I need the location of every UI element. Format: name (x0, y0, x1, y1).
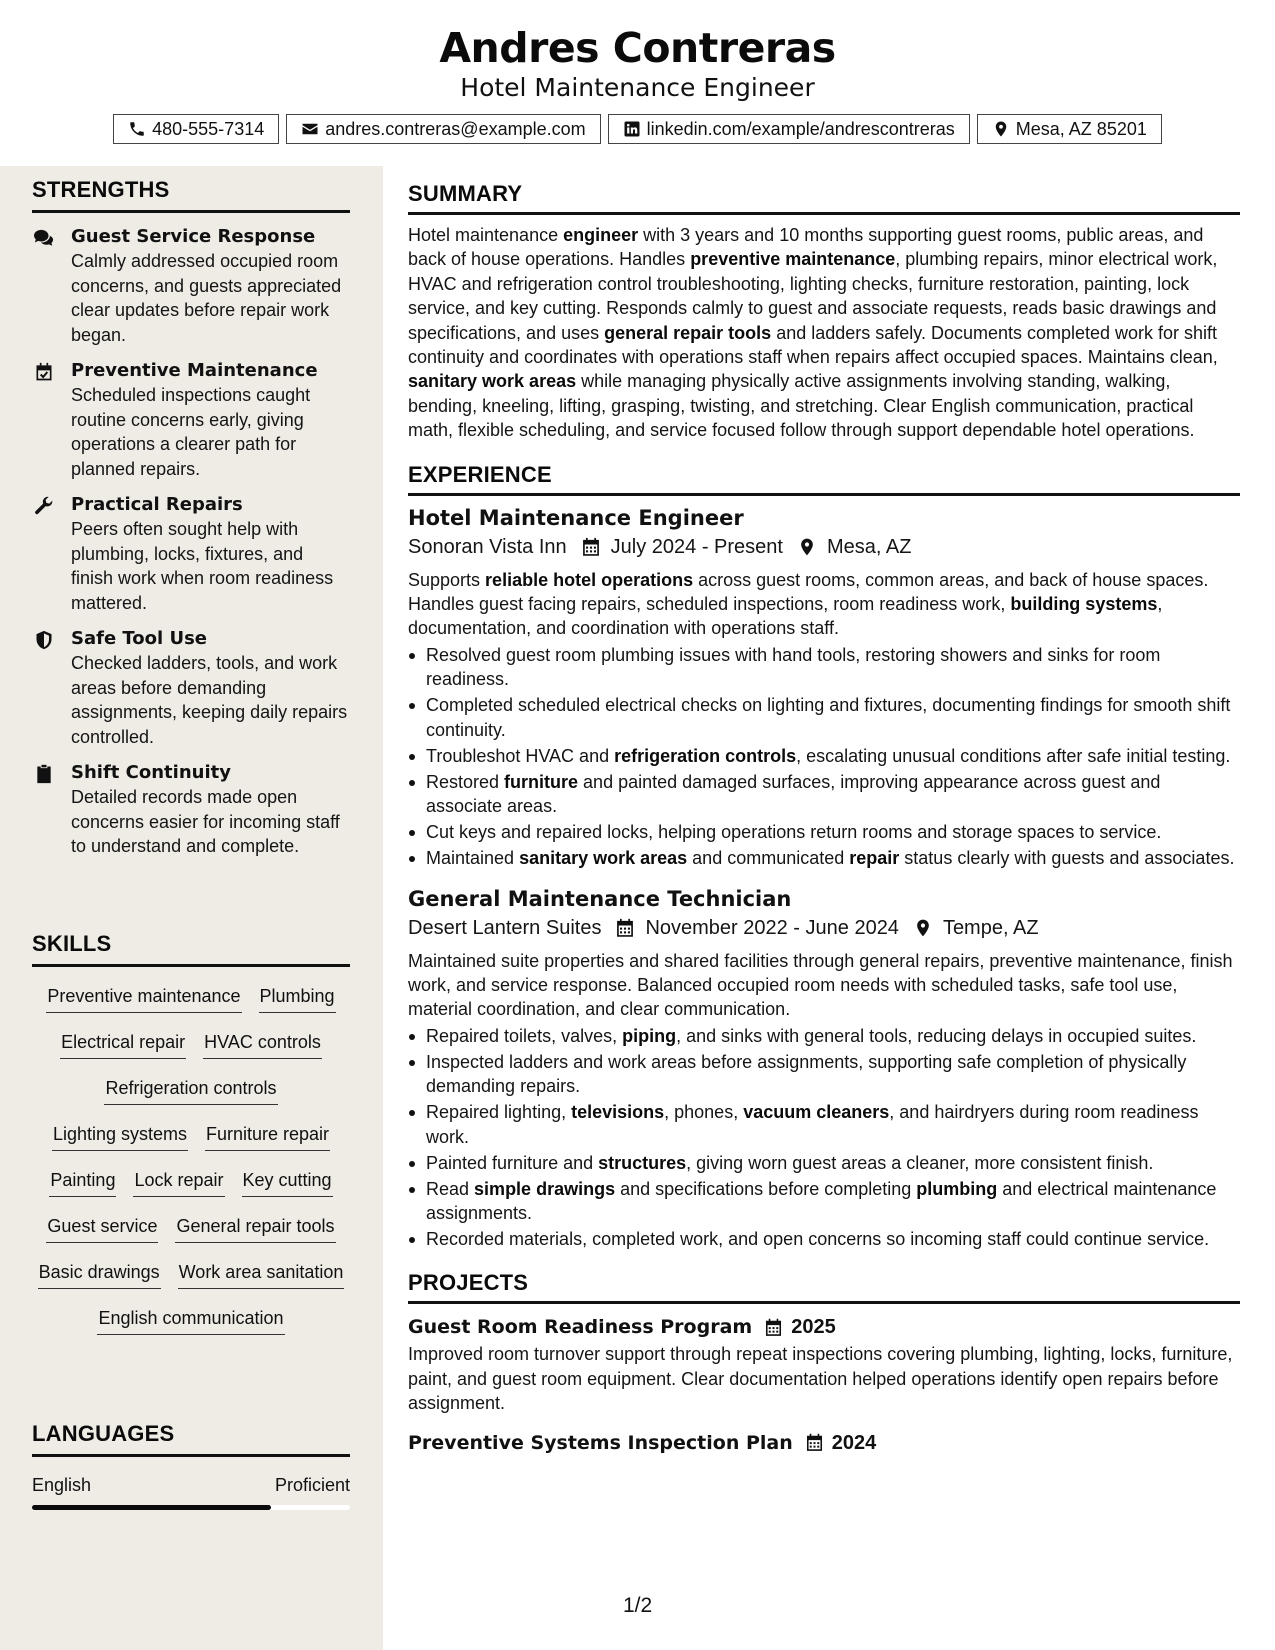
language-proficiency-bar (32, 1505, 350, 1510)
map-pin-icon (783, 537, 827, 557)
summary-section (408, 180, 1240, 443)
text-run: Maintained suite properties and shared facilities through general repairs, preventive maintenance, finish work, and service response. Balanced occupied room needs with scheduled tasks, safe tool use, material coordination, and clear communication. (408, 950, 1233, 1020)
projects-heading: PROJECTS (408, 1269, 1240, 1304)
text-run: status clearly with guests and associates. (899, 848, 1235, 869)
bullet-item (408, 643, 1240, 692)
text-run: Hotel maintenance (408, 225, 564, 245)
strength-description: Calmly addressed occupied room concerns, and guests appreciated clear updates before repair work began. (71, 251, 342, 345)
text-run: Recorded materials, completed work, and open concerns so incoming staff could continue service. (426, 1228, 1210, 1249)
summary-text (408, 223, 1240, 443)
strength-title: Guest Service Response (71, 226, 316, 247)
strengths-section (32, 176, 350, 859)
language-name: English (32, 1475, 92, 1495)
bold-phrase: piping (622, 1025, 677, 1046)
job-bullets (408, 1024, 1240, 1252)
job-summary (408, 568, 1240, 641)
strength-title: Practical Repairs (71, 494, 243, 515)
text-run: and painted damaged surfaces, improving appearance across guest and associate areas. (426, 771, 1161, 817)
bullet-item (408, 693, 1240, 742)
job-location: Tempe, AZ (942, 916, 1039, 939)
map-pin-icon (899, 918, 943, 938)
text-run: and electrical maintenance assignments. (426, 1178, 1217, 1223)
text-run: across guest rooms, common areas, and back of house spaces. Handles guest facing repairs, scheduled inspections, room readiness work, (408, 569, 1209, 615)
bold-phrase: vacuum cleaners (743, 1102, 890, 1123)
skill-tag: Work area sanitation (178, 1253, 345, 1289)
clipboard-icon (33, 764, 55, 784)
bullet-item (408, 1227, 1240, 1251)
text-run: Completed scheduled electrical checks on lighting and fixtures, documenting findings for smooth shift continuity. (426, 695, 1231, 740)
phone-icon (128, 120, 146, 138)
bullet-item (408, 820, 1240, 844)
text-run: Resolved guest room plumbing issues with hand tools, restoring showers and sinks for room readiness. (426, 644, 1161, 690)
languages-section (32, 1420, 350, 1510)
job-entry (408, 885, 1240, 1252)
text-run: , and hairdryers during room readiness work. (426, 1102, 1199, 1147)
skills-heading: SKILLS (32, 930, 350, 967)
skills-list (32, 977, 350, 1345)
contact-item[interactable] (977, 114, 1162, 144)
contact-text: linkedin.com/example/andrescontreras (646, 118, 955, 139)
strength-description: Peers often sought help with plumbing, locks, fixtures, and finish work when room readiness mattered. (71, 519, 334, 613)
calendar-icon (567, 537, 611, 557)
text-run: , giving worn guest areas a cleaner, more consistent finish. (686, 1152, 1154, 1173)
text-run: , plumbing repairs, minor electrical work, HVAC and refrigeration control troubleshooting, lighting checks, furniture restoration, painting, lock service, and key cutting. Responds calmly to guest and associate requests, reads basic drawings and specifications, and uses (408, 249, 1218, 343)
strength-title: Shift Continuity (71, 762, 231, 783)
comments-icon (33, 228, 55, 248)
job-summary (408, 949, 1240, 1022)
main-content (408, 180, 1240, 1458)
bold-phrase: reliable hotel operations (485, 569, 694, 590)
text-run: and specifications before completing (615, 1178, 917, 1199)
bullet-item (408, 1177, 1240, 1226)
bullet-item (408, 1024, 1240, 1048)
skill-tag: Plumbing (259, 977, 336, 1013)
job-location: Mesa, AZ (826, 535, 912, 558)
text-run: , documentation, and coordination with operations staff. (408, 594, 1163, 639)
bold-phrase: repair (849, 848, 900, 869)
skill-tag: HVAC controls (203, 1023, 322, 1059)
bullet-item (408, 770, 1240, 819)
skills-section (32, 930, 350, 1345)
contact-bar (0, 114, 1275, 144)
skill-tag: Furniture repair (205, 1115, 330, 1151)
strength-item (32, 493, 350, 615)
text-run: Maintained (426, 848, 520, 869)
text-run: Read (426, 1178, 475, 1199)
calendar-icon (601, 918, 645, 938)
contact-item[interactable] (608, 114, 970, 144)
contact-text: Mesa, AZ 85201 (1015, 118, 1147, 139)
skill-tag: Guest service (46, 1207, 158, 1243)
project-title-row (408, 1312, 1240, 1342)
job-company: Desert Lantern Suites (408, 916, 602, 939)
project-title: Guest Room Readiness Program (408, 1316, 753, 1339)
bold-phrase: refrigeration controls (614, 745, 797, 766)
language-proficiency-fill (32, 1505, 271, 1510)
job-title: General Maintenance Technician (408, 886, 792, 911)
bullet-item (408, 1100, 1240, 1149)
project-year: 2024 (831, 1431, 877, 1454)
calendar-icon (793, 1433, 832, 1452)
bold-phrase: sanitary work areas (519, 848, 688, 869)
contact-text: 480-555-7314 (152, 118, 265, 139)
text-run: Cut keys and repaired locks, helping operations return rooms and storage spaces to service. (426, 822, 1162, 843)
linkedin-icon (623, 120, 641, 138)
shield-icon (33, 630, 55, 650)
envelope-icon (301, 120, 319, 138)
skill-tag: Painting (49, 1161, 116, 1197)
text-run: , phones, (664, 1102, 744, 1123)
contact-item[interactable] (113, 114, 279, 144)
language-level: Proficient (274, 1475, 350, 1495)
text-run: Restored (426, 771, 505, 792)
skill-tag: Key cutting (242, 1161, 333, 1197)
job-dates: July 2024 - Present (610, 535, 783, 558)
candidate-title: Hotel Maintenance Engineer (460, 73, 815, 102)
text-run: , and sinks with general tools, reducing delays in occupied suites. (676, 1025, 1197, 1046)
text-run: Painted furniture and (426, 1152, 599, 1173)
strength-title: Safe Tool Use (71, 628, 208, 649)
project-year: 2025 (791, 1316, 836, 1339)
experience-heading: EXPERIENCE (408, 461, 1240, 496)
job-dates: November 2022 - June 2024 (645, 916, 899, 939)
text-run: Supports (408, 569, 486, 590)
languages-heading: LANGUAGES (32, 1420, 350, 1457)
contact-item[interactable] (286, 114, 600, 144)
bold-phrase: building systems (1010, 594, 1158, 615)
text-run: with 3 years and 10 months supporting guest rooms, public areas, and back of house operations. Handles (408, 225, 1204, 270)
skill-tag: General repair tools (175, 1207, 335, 1243)
skill-tag: English communication (97, 1299, 284, 1335)
jobs-list (408, 504, 1240, 1252)
text-run: Repaired lighting, (426, 1102, 572, 1123)
projects-list (408, 1312, 1240, 1457)
strength-description: Checked ladders, tools, and work areas before demanding assignments, keeping daily repairs controlled. (71, 653, 348, 747)
strength-item (32, 761, 350, 859)
contact-text: andres.contreras@example.com (325, 118, 586, 139)
bold-phrase: furniture (504, 771, 579, 792)
bold-phrase: preventive maintenance (690, 249, 896, 270)
bullet-item (408, 1050, 1240, 1099)
strengths-heading: STRENGTHS (32, 176, 350, 213)
bold-phrase: televisions (571, 1102, 665, 1123)
job-meta (408, 913, 1240, 943)
wrench-icon (33, 496, 55, 516)
text-run: and communicated (687, 848, 850, 869)
strength-description: Detailed records made open concerns easier for incoming staff to understand and complete. (71, 787, 340, 856)
skill-tag: Refrigeration controls (104, 1069, 277, 1105)
bold-phrase: general repair tools (604, 322, 772, 343)
skill-tag: Preventive maintenance (46, 977, 241, 1013)
text-run: , escalating unusual conditions after safe initial testing. (796, 745, 1231, 766)
project-entry (408, 1312, 1240, 1415)
resume-header (0, 22, 1275, 104)
strength-title: Preventive Maintenance (71, 360, 318, 381)
bold-phrase: plumbing (916, 1178, 998, 1199)
text-run: Repaired toilets, valves, (426, 1025, 623, 1046)
bullet-item (408, 744, 1240, 768)
job-entry (408, 504, 1240, 871)
projects-section (408, 1269, 1240, 1457)
calendar-icon (752, 1318, 791, 1337)
skill-tag: Basic drawings (38, 1253, 161, 1289)
project-title: Preventive Systems Inspection Plan (408, 1431, 793, 1454)
text-run: and ladders safely. Documents completed work for shift continuity and coordinates with operations staff when repairs affect occupied spaces. Maintains clean, (408, 322, 1218, 368)
job-company: Sonoran Vista Inn (408, 535, 567, 558)
calendar-check-icon (33, 362, 55, 382)
project-description: Improved room turnover support through repeat inspections covering plumbing, lighting, locks, furniture, paint, and guest room equipment. Clear documentation helped operations identify open repairs before assignment. (408, 1344, 1233, 1414)
bullet-item (408, 1151, 1240, 1175)
bold-phrase: structures (598, 1152, 687, 1173)
strengths-list (32, 225, 350, 859)
map-pin-icon (992, 120, 1010, 138)
strength-item (32, 359, 350, 481)
sidebar (0, 166, 383, 1650)
languages-list (32, 1475, 350, 1510)
skill-tag: Lighting systems (52, 1115, 188, 1151)
language-row (32, 1475, 350, 1496)
strength-description: Scheduled inspections caught routine concerns early, giving operations a clearer path for planned repairs. (71, 385, 311, 479)
bold-phrase: simple drawings (474, 1178, 616, 1199)
candidate-name: Andres Contreras (439, 24, 836, 72)
experience-section (408, 461, 1240, 1252)
bold-phrase: engineer (563, 225, 639, 245)
text-run: while managing physically active assignments involving standing, walking, bending, kneeling, lifting, grasping, twisting, and stretching. Clear English communication, practical math, flexible scheduling, and service focused follow through support dependable hotel operations. (408, 371, 1195, 441)
bullet-item (408, 846, 1240, 870)
text-run: Troubleshot HVAC and (426, 745, 615, 766)
project-title-row (408, 1428, 1240, 1458)
page-number: 1/2 (623, 1594, 653, 1617)
bold-phrase: sanitary work areas (408, 371, 577, 392)
job-title: Hotel Maintenance Engineer (408, 505, 744, 530)
text-run: Inspected ladders and work areas before assignments, supporting safe completion of physically demanding repairs. (426, 1051, 1187, 1097)
project-entry (408, 1428, 1240, 1458)
summary-heading: SUMMARY (408, 180, 1240, 215)
skill-tag: Electrical repair (60, 1023, 186, 1059)
skill-tag: Lock repair (133, 1161, 224, 1197)
strength-item (32, 627, 350, 749)
job-meta (408, 532, 1240, 562)
strength-item (32, 225, 350, 347)
job-bullets (408, 643, 1240, 871)
